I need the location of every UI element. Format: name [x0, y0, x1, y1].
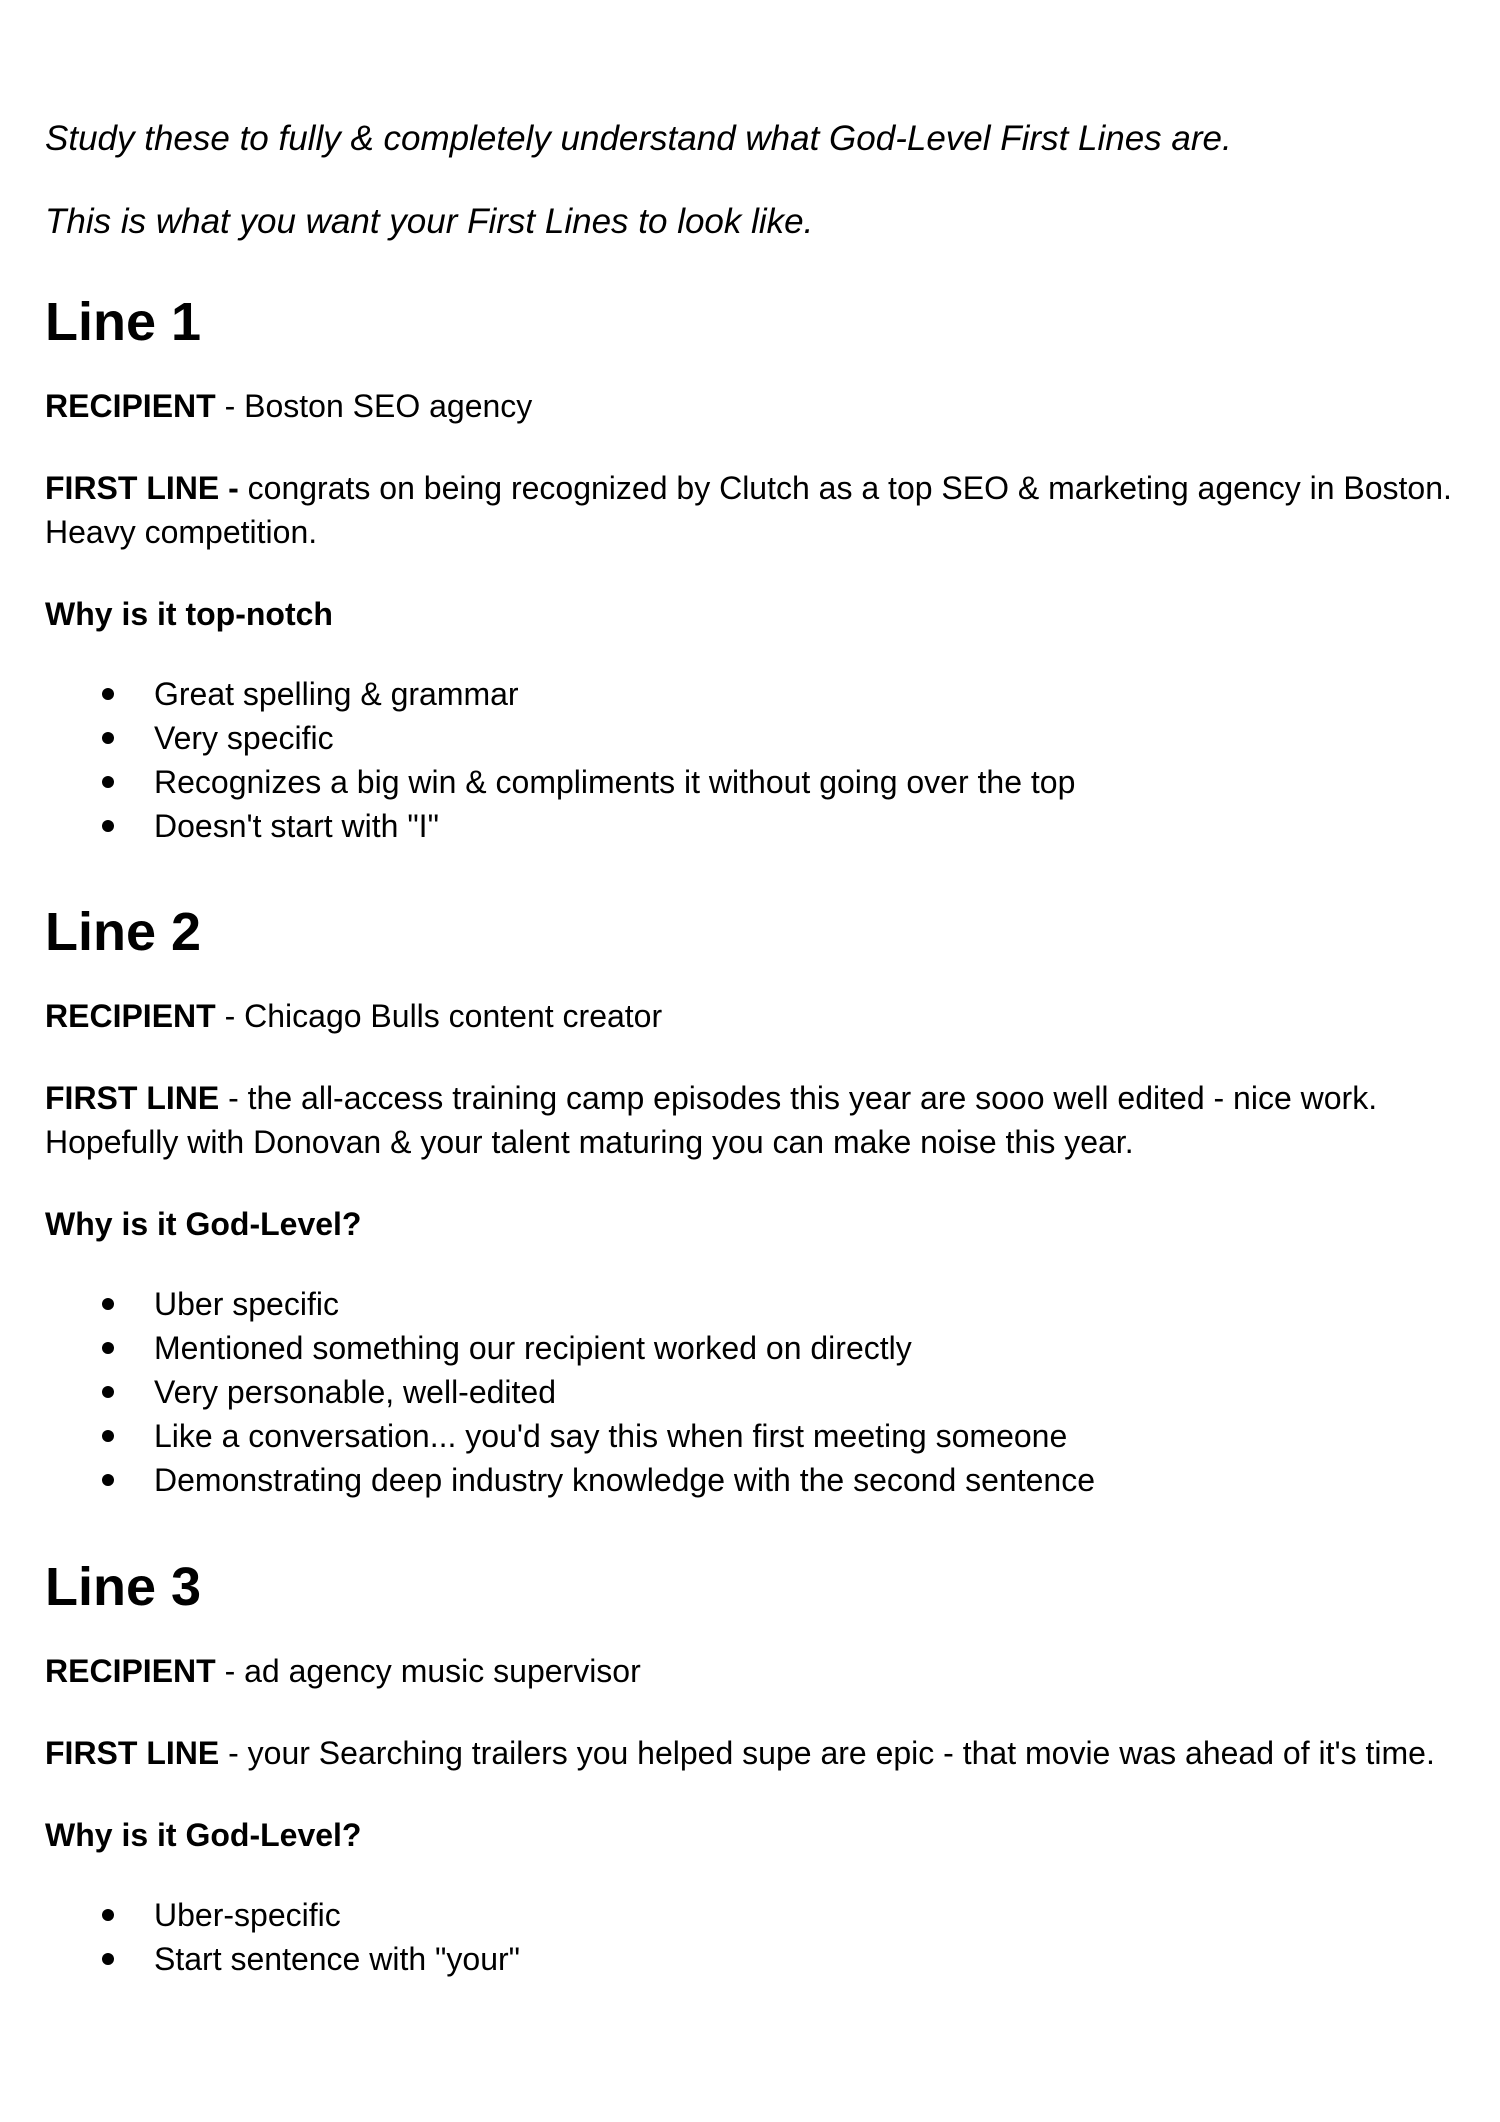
list-item	[45, 1893, 1455, 1937]
list-item-text: Start sentence with "your"	[154, 1941, 520, 1977]
line-3-heading: Line 3	[45, 1557, 202, 1617]
list-item-text: Great spelling & grammar	[154, 676, 519, 712]
line-1-heading: Line 1	[45, 292, 202, 352]
line-2-first-line	[45, 1076, 1455, 1164]
recipient-separator: -	[215, 1653, 245, 1689]
list-item-text: Mentioned something our recipient worked on directly	[154, 1330, 912, 1366]
list-item	[45, 1370, 1455, 1414]
list-item	[45, 1282, 1455, 1326]
recipient-value: Boston SEO agency	[244, 388, 533, 424]
intro-line-target: This is what you want your First Lines to look like.	[45, 202, 814, 241]
line-1-section	[45, 290, 1455, 848]
line-1-first-line	[45, 466, 1455, 554]
list-item-text: Like a conversation... you'd say this when first meeting someone	[154, 1418, 1068, 1454]
bullet-icon	[102, 1953, 114, 1965]
list-item	[45, 760, 1455, 804]
first-line-value: - the all-access training camp episodes this year are sooo well edited - nice work. Hopefully with Donovan & your talent maturing you can make noise this year.	[45, 1080, 1378, 1160]
line-2-section	[45, 900, 1455, 1502]
recipient-separator: -	[215, 388, 245, 424]
bullet-icon	[102, 1342, 114, 1354]
line-3-section	[45, 1555, 1455, 1981]
recipient-value: ad agency music supervisor	[244, 1653, 641, 1689]
line-1-why-heading: Why is it top-notch	[45, 596, 333, 632]
recipient-label: RECIPIENT	[45, 998, 216, 1034]
list-item-text: Uber-specific	[154, 1897, 341, 1933]
list-item	[45, 1414, 1455, 1458]
list-item	[45, 672, 1455, 716]
list-item-text: Demonstrating deep industry knowledge with the second sentence	[154, 1462, 1096, 1498]
first-line-value: - your Searching trailers you helped supe are epic - that movie was ahead of it's time.	[219, 1735, 1435, 1771]
recipient-separator: -	[215, 998, 245, 1034]
list-item-text: Uber specific	[154, 1286, 339, 1322]
line-3-reasons-list	[45, 1893, 1455, 1981]
first-line-label: FIRST LINE	[45, 1735, 220, 1771]
list-item-text: Doesn't start with "I"	[154, 808, 439, 844]
line-1-reasons-list	[45, 672, 1455, 848]
line-3-why-heading: Why is it God-Level?	[45, 1817, 362, 1853]
first-line-label: FIRST LINE -	[45, 470, 239, 506]
bullet-icon	[102, 1386, 114, 1398]
recipient-label: RECIPIENT	[45, 388, 216, 424]
line-1-recipient	[45, 384, 1455, 428]
bullet-icon	[102, 688, 114, 700]
list-item-text: Very specific	[154, 720, 334, 756]
bullet-icon	[102, 1430, 114, 1442]
line-2-heading: Line 2	[45, 902, 202, 962]
line-2-recipient	[45, 994, 1455, 1038]
line-3-first-line	[45, 1731, 1455, 1775]
bullet-icon	[102, 1298, 114, 1310]
list-item-text: Recognizes a big win & compliments it without going over the top	[154, 764, 1076, 800]
recipient-value: Chicago Bulls content creator	[244, 998, 663, 1034]
list-item	[45, 1326, 1455, 1370]
list-item	[45, 1458, 1455, 1502]
list-item	[45, 716, 1455, 760]
bullet-icon	[102, 1474, 114, 1486]
list-item	[45, 804, 1455, 848]
first-line-value: congrats on being recognized by Clutch as a top SEO & marketing agency in Boston. Heavy competition.	[45, 470, 1452, 550]
list-item	[45, 1937, 1455, 1981]
bullet-icon	[102, 820, 114, 832]
bullet-icon	[102, 732, 114, 744]
line-2-reasons-list	[45, 1282, 1455, 1502]
line-3-recipient	[45, 1649, 1455, 1693]
intro-line-study: Study these to fully & completely understand what God-Level First Lines are.	[45, 119, 1232, 158]
first-line-label: FIRST LINE	[45, 1080, 220, 1116]
bullet-icon	[102, 776, 114, 788]
line-2-why-heading: Why is it God-Level?	[45, 1206, 362, 1242]
recipient-label: RECIPIENT	[45, 1653, 216, 1689]
list-item-text: Very personable, well-edited	[154, 1374, 557, 1410]
bullet-icon	[102, 1909, 114, 1921]
